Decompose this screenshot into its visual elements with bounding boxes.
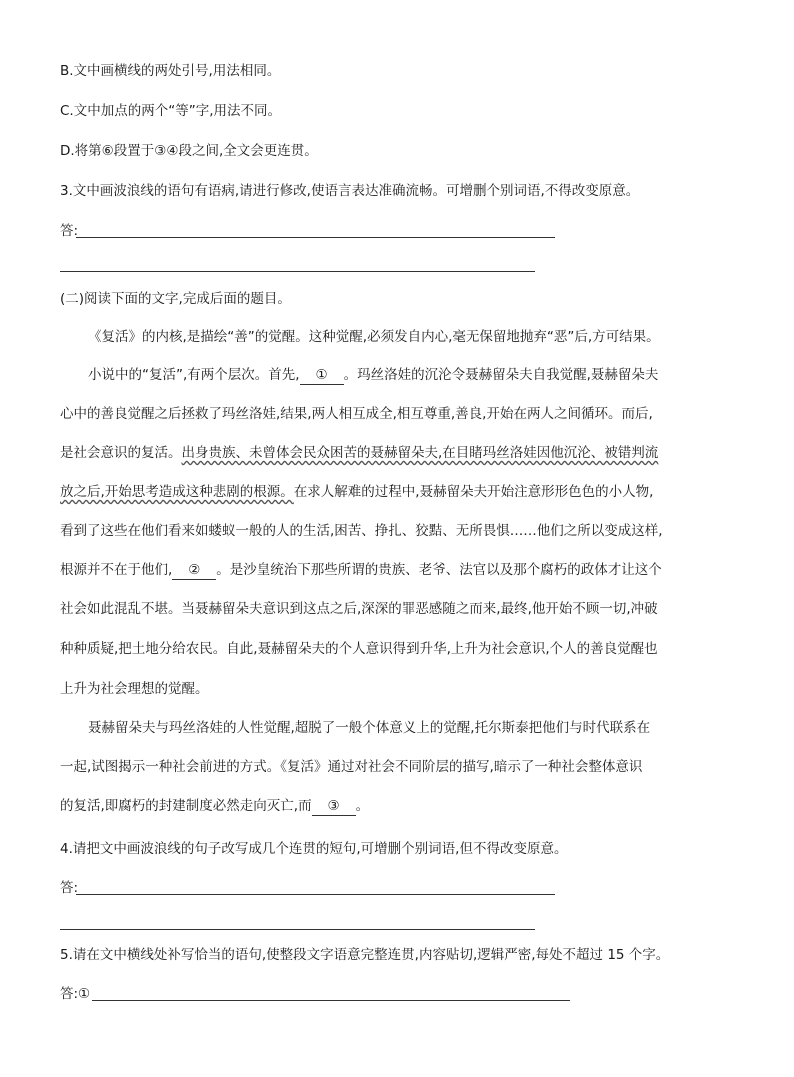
q5-answer-line-1[interactable] [92,1000,570,1001]
q4-answer-line-1[interactable] [76,894,555,895]
option-c: C.文中加点的两个“等”字,用法不同。 [60,103,281,119]
para-3-text: 。 [355,798,370,814]
para-3-line-1: 聂赫留朵夫与玛丝洛娃的人性觉醒,超脱了一般个体意义上的觉醒,托尔斯泰把他们与时代联系在 [88,720,651,736]
para-2-line-6 [60,561,662,580]
para-2-text: 是社会意识的复活。 [60,445,182,461]
para-3-text: 的复活,即腐朽的封建制度必然走向灭亡,而 [60,798,312,814]
q3-answer-line-2[interactable] [60,271,535,272]
para-2-line-1 [88,366,658,385]
para-2-line-8: 种种质疑,把土地分给农民。自此,聂赫留朵夫的个人意识得到升华,上升为社会意识,个人的善良觉醒也 [60,641,658,657]
section-2-heading: (二)阅读下面的文字,完成后面的题目。 [60,291,291,307]
para-2-line-3 [60,444,658,462]
para-1: 《复活》的内核,是描绘“善”的觉醒。这种觉醒,必须发自内心,毫无保留地抛弃“恶”后,方可结果。 [88,329,660,345]
question-5: 5.请在文中横线处补写恰当的语句,使整段文字语意完整连贯,内容贴切,逻辑严密,每处不超过 15 个字。 [60,947,670,963]
para-2-line-7: 社会如此混乱不堪。当聂赫留朵夫意识到这点之后,深深的罪恶感随之而来,最终,他开始不顾一切,冲破 [60,601,658,617]
q3-answer-label: 答: [60,223,79,239]
blank-3[interactable]: ③ [312,797,356,816]
question-3: 3.文中画波浪线的语句有语病,请进行修改,使语言表达准确流畅。可增删个别词语,不得改变原意。 [60,183,640,199]
question-4: 4.请把文中画波浪线的句子改写成几个连贯的短句,可增删个别词语,但不得改变原意。 [60,841,568,857]
para-2-line-2: 心中的善良觉醒之后拯救了玛丝洛娃,结果,两人相互成全,相互尊重,善良,开始在两人之间循环。而后, [60,406,653,422]
para-2-text: 。是沙皇统治下那些所谓的贵族、老爷、法官以及那个腐朽的政体才让这个 [216,562,662,578]
para-2-text: 小说中的“复活”,有两个层次。首先, [88,367,300,383]
para-2-text: 根源并不在于他们, [60,562,173,578]
q4-answer-label: 答: [60,880,79,896]
q4-answer-line-2[interactable] [60,929,535,930]
para-2-line-4 [60,483,653,501]
wavy-sentence: 出身贵族、未曾体会民众困苦的聂赫留朵夫,在目睹玛丝洛娃因他沉沦、被错判流 [181,445,659,461]
para-3-line-3 [60,797,369,816]
para-3-line-2: 一起,试图揭示一种社会前进的方式。《复活》通过对社会不同阶层的描写,暗示了一种社会整体意识 [60,759,643,775]
para-2-text: 在求人解难的过程中,聂赫留朵夫开始注意形形色色的小人物, [293,484,654,500]
option-d: D.将第⑥段置于③④段之间,全文会更连贯。 [60,143,318,159]
option-b: B.文中画横线的两处引号,用法相同。 [60,63,281,79]
para-2-line-9: 上升为社会理想的觉醒。 [60,681,209,697]
para-2-text: 。玛丝洛娃的沉沦令聂赫留朵夫自我觉醒,聂赫留朵夫 [343,367,659,383]
wavy-sentence: 放之后,开始思考造成这种悲剧的根源。 [60,484,294,500]
blank-2[interactable]: ② [172,561,216,580]
blank-1[interactable]: ① [300,366,344,385]
para-2-line-5: 看到了这些在他们看来如蝼蚁一般的人的生活,困苦、挣扎、狡黠、无所畏惧……他们之所以变成这样, [60,523,663,539]
q5-answer-label: 答:① [60,986,91,1002]
q3-answer-line-1[interactable] [76,237,555,238]
